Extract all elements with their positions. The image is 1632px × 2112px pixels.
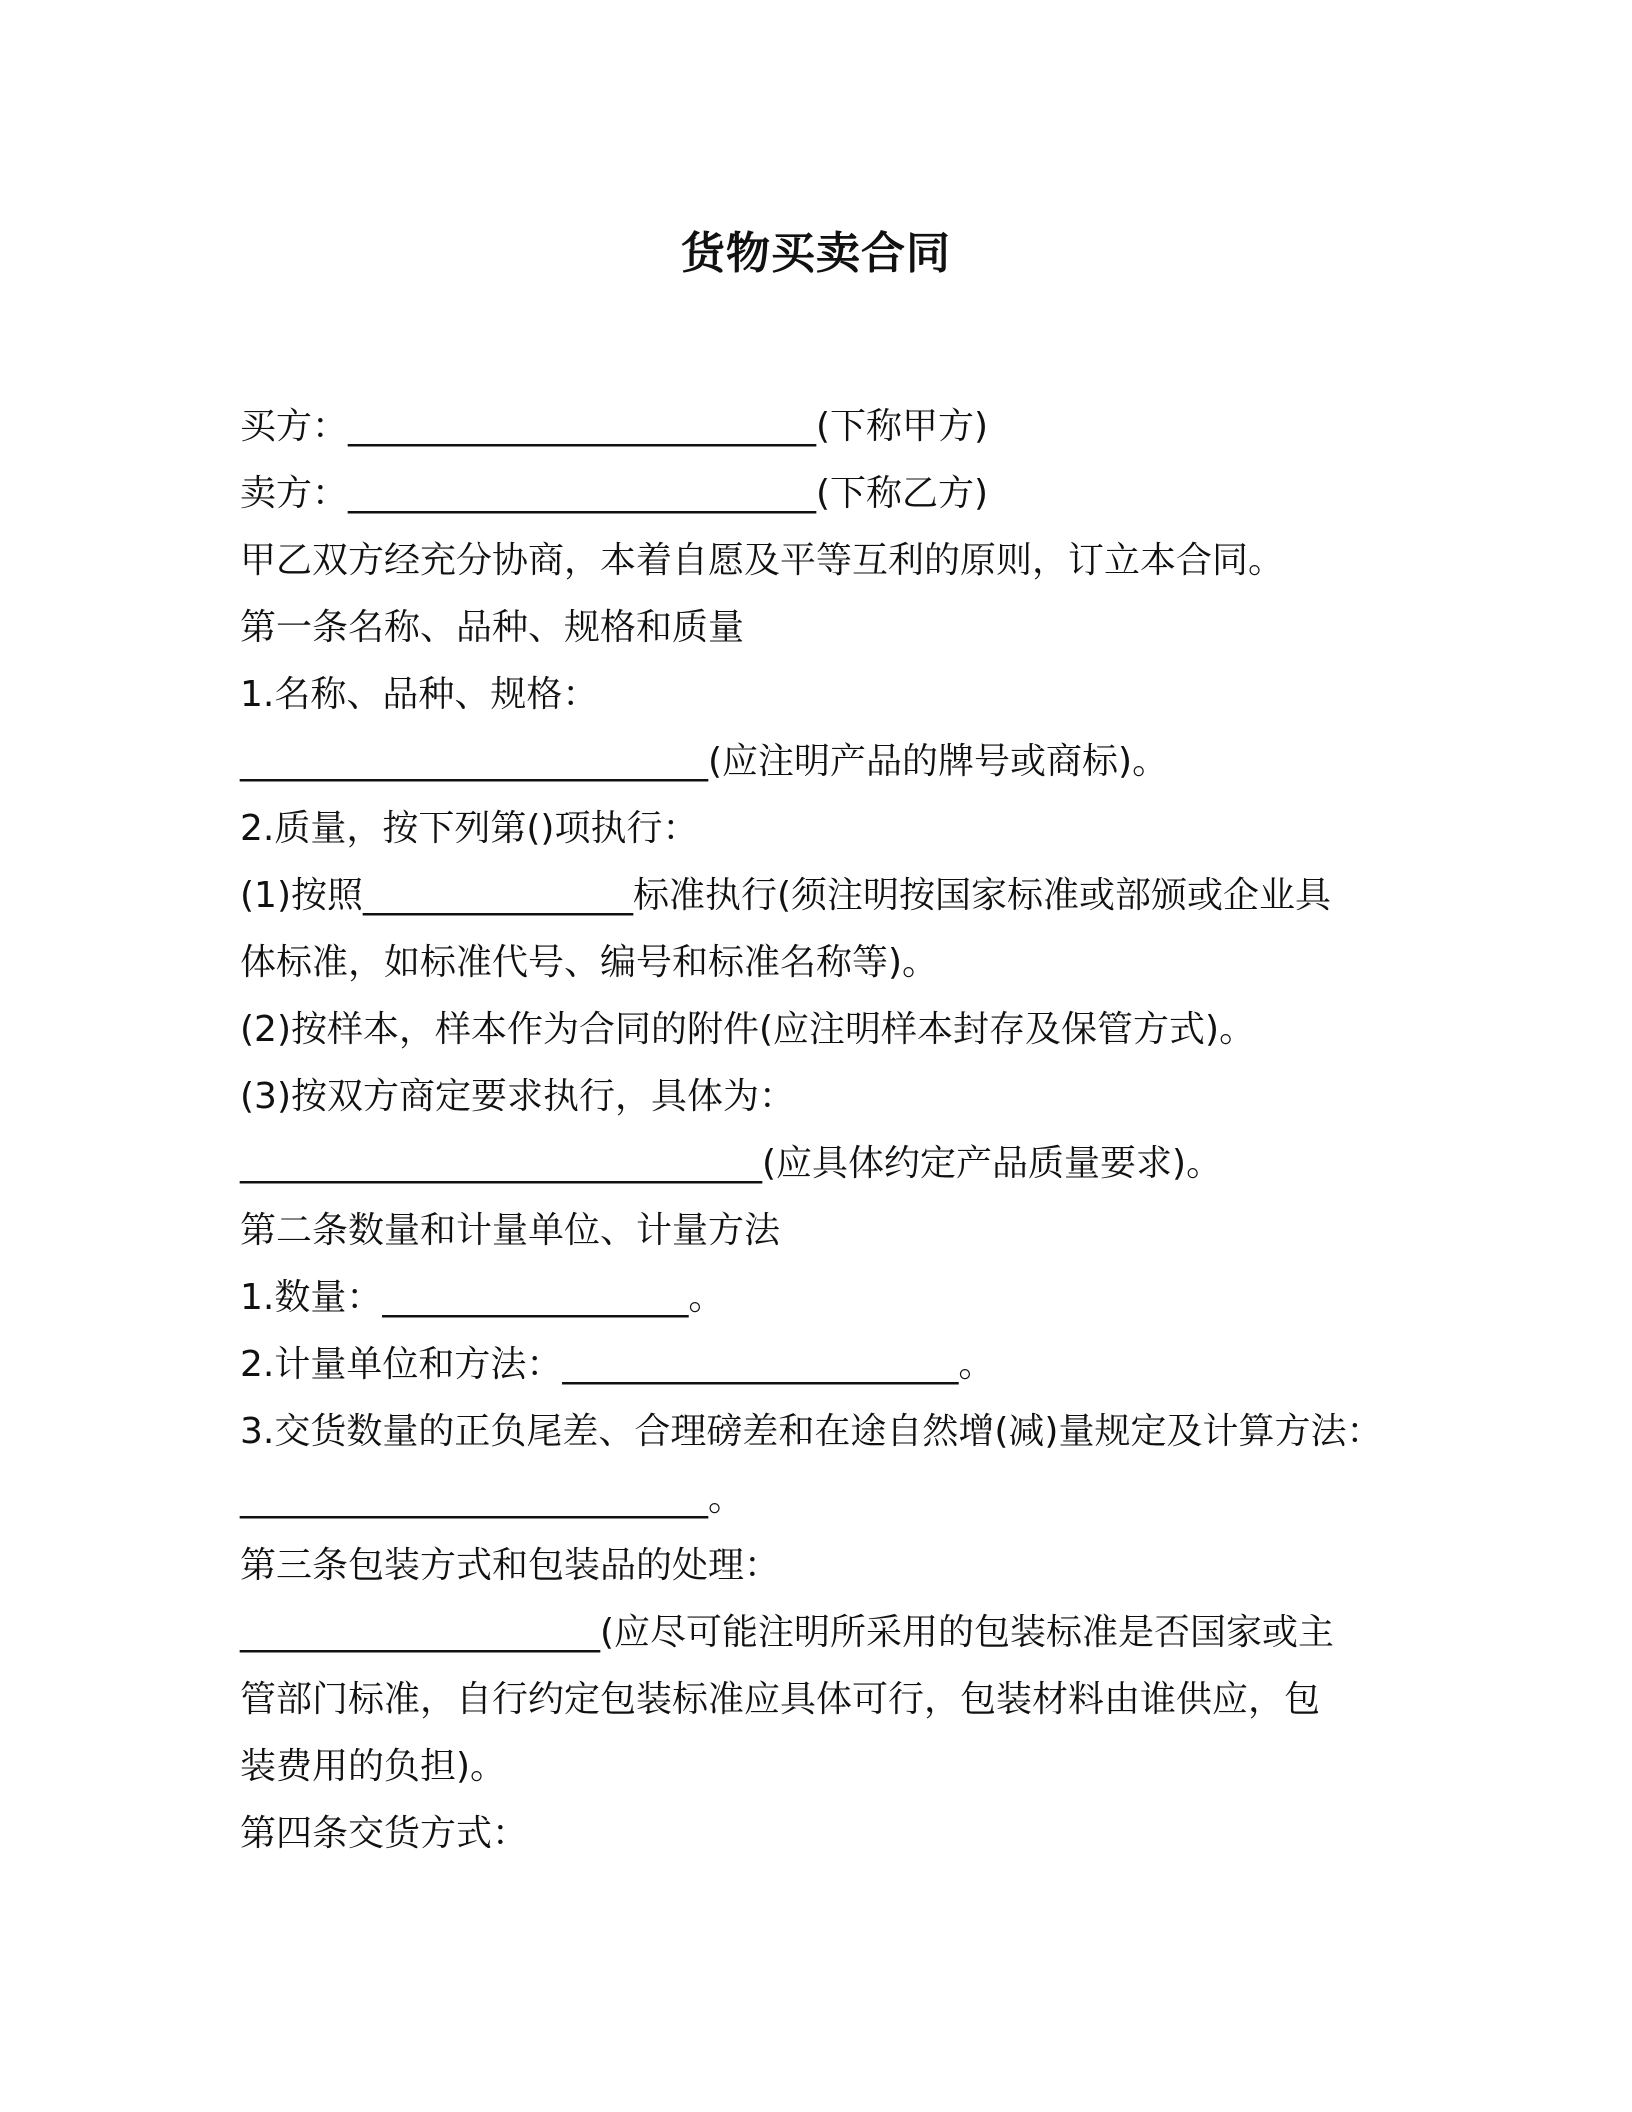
article-2-item-3-blank: __________________________。 xyxy=(240,1478,744,1519)
buyer-line: 买方：__________________________(下称甲方) xyxy=(240,406,989,447)
article-2-item-1: 1.数量：_________________。 xyxy=(240,1277,725,1318)
article-1-item-2-option-3-blank: _____________________________(应具体约定产品质量要求)。 xyxy=(240,1143,1223,1184)
article-3-heading: 第三条包装方式和包装品的处理： xyxy=(240,1545,781,1586)
article-2-item-3: 3.交货数量的正负尾差、合理磅差和在途自然增(减)量规定及计算方法： xyxy=(240,1411,1383,1452)
preamble-line: 甲乙双方经充分协商，本着自愿及平等互利的原则，订立本合同。 xyxy=(240,540,1285,581)
article-1-item-1-blank: __________________________(应注明产品的牌号或商标)。 xyxy=(240,741,1169,782)
article-3-cont-1: 管部门标准，自行约定包装标准应具体可行，包装材料由谁供应，包 xyxy=(240,1679,1321,1720)
article-1-item-2-option-1: (1)按照_______________标准执行(须注明按国家标准或部颁或企业具 xyxy=(240,875,1332,916)
article-1-item-1: 1.名称、品种、规格： xyxy=(240,674,599,715)
article-2-heading: 第二条数量和计量单位、计量方法 xyxy=(240,1210,781,1251)
article-1-item-2-option-2: (2)按样本，样本作为合同的附件(应注明样本封存及保管方式)。 xyxy=(240,1009,1256,1050)
document-title: 货物买卖合同 xyxy=(681,228,951,279)
seller-line: 卖方：__________________________(下称乙方) xyxy=(240,473,989,514)
article-1-heading: 第一条名称、品种、规格和质量 xyxy=(240,607,745,648)
article-1-item-2-option-3: (3)按双方商定要求执行，具体为： xyxy=(240,1076,795,1117)
article-3-blank: ____________________(应尽可能注明所采用的包装标准是否国家或主 xyxy=(240,1612,1335,1653)
article-1-item-2-option-1-cont: 体标准，如标准代号、编号和标准名称等)。 xyxy=(240,942,939,983)
article-2-item-2: 2.计量单位和方法：______________________。 xyxy=(240,1344,995,1385)
article-3-cont-2: 装费用的负担)。 xyxy=(240,1746,507,1787)
article-1-item-2: 2.质量，按下列第()项执行： xyxy=(240,808,699,849)
article-4-heading: 第四条交货方式： xyxy=(240,1813,529,1854)
contract-body xyxy=(240,393,1420,1867)
